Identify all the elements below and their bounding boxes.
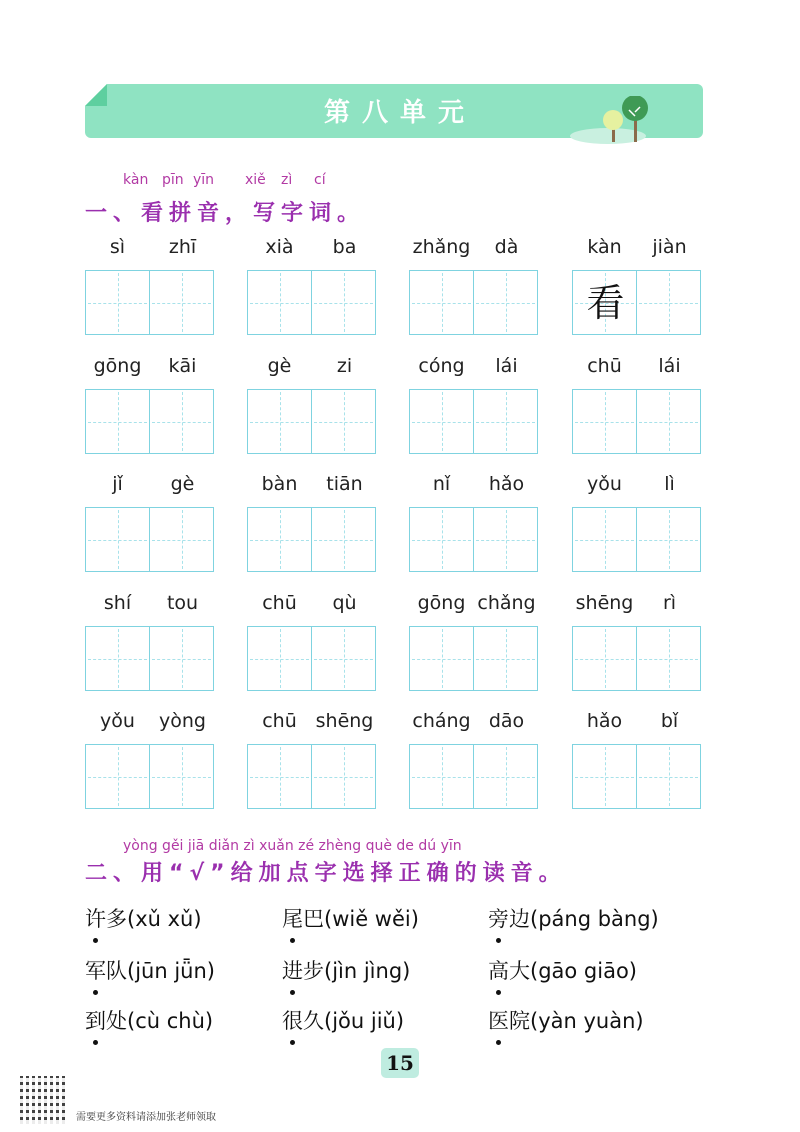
word-box xyxy=(572,355,702,455)
writing-cells xyxy=(247,626,377,691)
word-pinyin xyxy=(247,473,377,499)
dotted-character: 很 xyxy=(282,1005,303,1035)
reading-choice-item[interactable] xyxy=(282,903,419,933)
section1-title: 一、看拼音，写字词。 xyxy=(85,201,366,226)
pinyin-syllable-2: tiān xyxy=(326,473,363,495)
word-pinyin xyxy=(247,355,377,381)
pinyin-syllable-1: gè xyxy=(267,355,292,377)
writing-cell[interactable] xyxy=(311,270,376,335)
word-box xyxy=(247,355,377,455)
writing-cells xyxy=(572,389,702,454)
word-box xyxy=(409,355,539,455)
word-box xyxy=(409,473,539,573)
pinyin-syllable-2: bǐ xyxy=(660,710,679,732)
sample-character: 看 xyxy=(586,281,625,325)
section2-pinyin: yòng gěi jiā diǎn zì xuǎn zé zhèng què de dú yīn xyxy=(123,838,462,854)
word-box xyxy=(409,592,539,692)
character: 多 xyxy=(106,907,127,931)
word-pinyin xyxy=(409,473,539,499)
reading-choice-item[interactable] xyxy=(85,955,215,985)
character: 巴 xyxy=(303,907,324,931)
section1-pinyin-syllable: zì xyxy=(281,172,293,188)
writing-cell[interactable] xyxy=(85,507,150,572)
pinyin-syllable-1: gōng xyxy=(93,355,142,377)
writing-cell[interactable] xyxy=(409,270,474,335)
word-pinyin xyxy=(572,592,702,618)
writing-cells xyxy=(85,744,215,809)
pinyin-syllable-1: cháng xyxy=(412,710,471,732)
pinyin-syllable-1: chū xyxy=(262,710,297,732)
word-box xyxy=(572,236,702,336)
writing-cell[interactable] xyxy=(473,626,538,691)
writing-cell[interactable] xyxy=(85,626,150,691)
section1-pinyin-syllable: xiě xyxy=(245,172,266,188)
pinyin-options: (yàn yuàn) xyxy=(530,1009,644,1033)
pinyin-options: (wiě wěi) xyxy=(324,907,419,931)
word-box xyxy=(409,710,539,810)
reading-choice-item[interactable] xyxy=(85,1005,213,1035)
pinyin-syllable-1: zhǎng xyxy=(412,236,471,258)
writing-cell[interactable] xyxy=(572,270,637,335)
page-number: 15 xyxy=(381,1048,419,1078)
writing-cell[interactable] xyxy=(473,507,538,572)
writing-cell[interactable] xyxy=(247,744,312,809)
word-box xyxy=(247,236,377,336)
word-pinyin xyxy=(247,592,377,618)
word-pinyin xyxy=(409,355,539,381)
pinyin-syllable-2: tou xyxy=(166,592,199,614)
writing-cells xyxy=(572,626,702,691)
writing-cells xyxy=(572,270,702,335)
dotted-character: 医 xyxy=(488,1005,509,1035)
writing-cells xyxy=(247,507,377,572)
pinyin-syllable-1: gōng xyxy=(417,592,466,614)
dotted-character: 尾 xyxy=(282,903,303,933)
writing-cell[interactable] xyxy=(247,507,312,572)
word-box xyxy=(572,592,702,692)
writing-cell[interactable] xyxy=(473,270,538,335)
dotted-character: 高 xyxy=(488,955,509,985)
pinyin-syllable-2: dà xyxy=(494,236,519,258)
reading-choice-item[interactable] xyxy=(488,1005,644,1035)
writing-cells xyxy=(572,744,702,809)
writing-cell[interactable] xyxy=(311,389,376,454)
character: 大 xyxy=(509,959,530,983)
reading-choice-item[interactable] xyxy=(282,1005,404,1035)
section1-pinyin-syllable: cí xyxy=(314,172,326,188)
writing-cells xyxy=(247,744,377,809)
word-box xyxy=(247,473,377,573)
word-box xyxy=(247,592,377,692)
pinyin-syllable-1: yǒu xyxy=(100,710,135,732)
writing-cells xyxy=(409,744,539,809)
word-pinyin xyxy=(85,710,215,736)
writing-cells xyxy=(85,507,215,572)
writing-cell[interactable] xyxy=(149,507,214,572)
reading-choice-item[interactable] xyxy=(488,955,637,985)
writing-cell[interactable] xyxy=(409,626,474,691)
writing-cell[interactable] xyxy=(572,507,637,572)
character: 处 xyxy=(106,1009,127,1033)
pinyin-syllable-1: xià xyxy=(265,236,294,258)
writing-cells xyxy=(247,389,377,454)
writing-cells xyxy=(85,626,215,691)
dotted-character: 军 xyxy=(85,955,106,985)
section1-pinyin-syllable: kàn xyxy=(123,172,149,188)
pinyin-syllable-2: rì xyxy=(662,592,677,614)
writing-cell[interactable] xyxy=(473,389,538,454)
writing-cell[interactable] xyxy=(149,626,214,691)
writing-cell[interactable] xyxy=(247,270,312,335)
pinyin-syllable-2: shēng xyxy=(315,710,374,732)
reading-choice-item[interactable] xyxy=(85,903,202,933)
character: 步 xyxy=(303,959,324,983)
writing-cell[interactable] xyxy=(572,389,637,454)
writing-cell[interactable] xyxy=(572,744,637,809)
writing-cells xyxy=(409,270,539,335)
word-pinyin xyxy=(85,592,215,618)
writing-cell[interactable] xyxy=(409,744,474,809)
word-pinyin xyxy=(572,355,702,381)
writing-cell[interactable] xyxy=(247,389,312,454)
pinyin-syllable-1: sì xyxy=(109,236,126,258)
section1-pinyin-syllable: pīn xyxy=(162,172,184,188)
word-box xyxy=(572,473,702,573)
pinyin-options: (páng bàng) xyxy=(530,907,659,931)
pinyin-options: (jìn jìng) xyxy=(324,959,411,983)
pinyin-syllable-2: lì xyxy=(664,473,675,495)
dotted-character: 进 xyxy=(282,955,303,985)
dotted-character: 到 xyxy=(85,1005,106,1035)
pinyin-syllable-2: chǎng xyxy=(477,592,536,614)
writing-cells xyxy=(572,507,702,572)
writing-cell[interactable] xyxy=(636,626,701,691)
dotted-character: 许 xyxy=(85,903,106,933)
pinyin-syllable-1: hǎo xyxy=(586,710,623,732)
pinyin-syllable-1: chū xyxy=(262,592,297,614)
pinyin-syllable-2: gè xyxy=(170,473,195,495)
writing-cell[interactable] xyxy=(636,744,701,809)
reading-choice-item[interactable] xyxy=(488,903,659,933)
writing-cell[interactable] xyxy=(149,270,214,335)
writing-cell[interactable] xyxy=(311,744,376,809)
writing-cells xyxy=(409,389,539,454)
pinyin-syllable-1: kàn xyxy=(587,236,622,258)
pinyin-options: (xǔ xǔ) xyxy=(127,907,202,931)
pinyin-syllable-1: chū xyxy=(587,355,622,377)
pinyin-syllable-2: zhī xyxy=(168,236,197,258)
pinyin-syllable-1: shí xyxy=(103,592,132,614)
pinyin-syllable-2: lái xyxy=(495,355,518,377)
word-pinyin xyxy=(572,710,702,736)
pinyin-syllable-1: bàn xyxy=(261,473,298,495)
word-box xyxy=(409,236,539,336)
footer-note: 需要更多资料请添加张老师领取 xyxy=(76,1112,216,1123)
word-pinyin xyxy=(572,236,702,262)
pinyin-syllable-1: yǒu xyxy=(587,473,622,495)
character: 院 xyxy=(509,1009,530,1033)
qr-code-pattern xyxy=(20,1076,68,1124)
pinyin-options: (jūn jǖn) xyxy=(127,959,215,983)
pinyin-syllable-2: dāo xyxy=(488,710,525,732)
pinyin-syllable-2: ba xyxy=(332,236,357,258)
word-box xyxy=(572,710,702,810)
word-pinyin xyxy=(247,236,377,262)
pinyin-syllable-2: kāi xyxy=(168,355,197,377)
writing-cell[interactable] xyxy=(636,507,701,572)
writing-cell[interactable] xyxy=(311,626,376,691)
character: 久 xyxy=(303,1009,324,1033)
pinyin-syllable-1: cóng xyxy=(418,355,465,377)
word-pinyin xyxy=(247,710,377,736)
word-pinyin xyxy=(409,236,539,262)
pinyin-options: (gāo giāo) xyxy=(530,959,637,983)
word-box xyxy=(85,592,215,692)
section2-title: 二、用“√”给加点字选择正确的读音。 xyxy=(85,861,567,886)
writing-cell[interactable] xyxy=(409,507,474,572)
writing-cell[interactable] xyxy=(85,744,150,809)
word-box xyxy=(85,710,215,810)
writing-cell[interactable] xyxy=(85,270,150,335)
writing-cell[interactable] xyxy=(409,389,474,454)
pinyin-syllable-2: yòng xyxy=(159,710,206,732)
writing-cell[interactable] xyxy=(149,744,214,809)
writing-cell[interactable] xyxy=(636,389,701,454)
writing-cells xyxy=(409,507,539,572)
tree-decoration-icon xyxy=(568,96,678,146)
word-box xyxy=(85,473,215,573)
pinyin-syllable-2: hǎo xyxy=(488,473,525,495)
word-box xyxy=(85,355,215,455)
character: 队 xyxy=(106,959,127,983)
writing-cells xyxy=(85,270,215,335)
section1-pinyin-syllable: yīn xyxy=(193,172,215,188)
writing-cell[interactable] xyxy=(636,270,701,335)
writing-cell[interactable] xyxy=(311,507,376,572)
pinyin-syllable-1: shēng xyxy=(575,592,634,614)
pinyin-syllable-2: qù xyxy=(332,592,357,614)
word-box xyxy=(85,236,215,336)
word-pinyin xyxy=(85,236,215,262)
word-pinyin xyxy=(409,710,539,736)
pinyin-options: (cù chù) xyxy=(127,1009,214,1033)
writing-cells xyxy=(85,389,215,454)
dotted-character: 旁 xyxy=(488,903,509,933)
pinyin-syllable-2: jiàn xyxy=(652,236,687,258)
writing-cells xyxy=(409,626,539,691)
writing-cell[interactable] xyxy=(572,626,637,691)
writing-cell[interactable] xyxy=(85,389,150,454)
writing-cell[interactable] xyxy=(247,626,312,691)
unit-title: 第八单元 xyxy=(323,98,476,128)
word-pinyin xyxy=(85,473,215,499)
pinyin-syllable-1: jǐ xyxy=(112,473,123,495)
word-pinyin xyxy=(85,355,215,381)
word-box xyxy=(247,710,377,810)
pinyin-syllable-1: nǐ xyxy=(432,473,451,495)
word-pinyin xyxy=(409,592,539,618)
pinyin-syllable-2: lái xyxy=(658,355,681,377)
writing-cell[interactable] xyxy=(473,744,538,809)
writing-cell[interactable] xyxy=(149,389,214,454)
word-pinyin xyxy=(572,473,702,499)
pinyin-syllable-2: zi xyxy=(336,355,353,377)
reading-choice-item[interactable] xyxy=(282,955,410,985)
writing-cells xyxy=(247,270,377,335)
pinyin-options: (jǒu jiǔ) xyxy=(324,1009,405,1033)
character: 边 xyxy=(509,907,530,931)
